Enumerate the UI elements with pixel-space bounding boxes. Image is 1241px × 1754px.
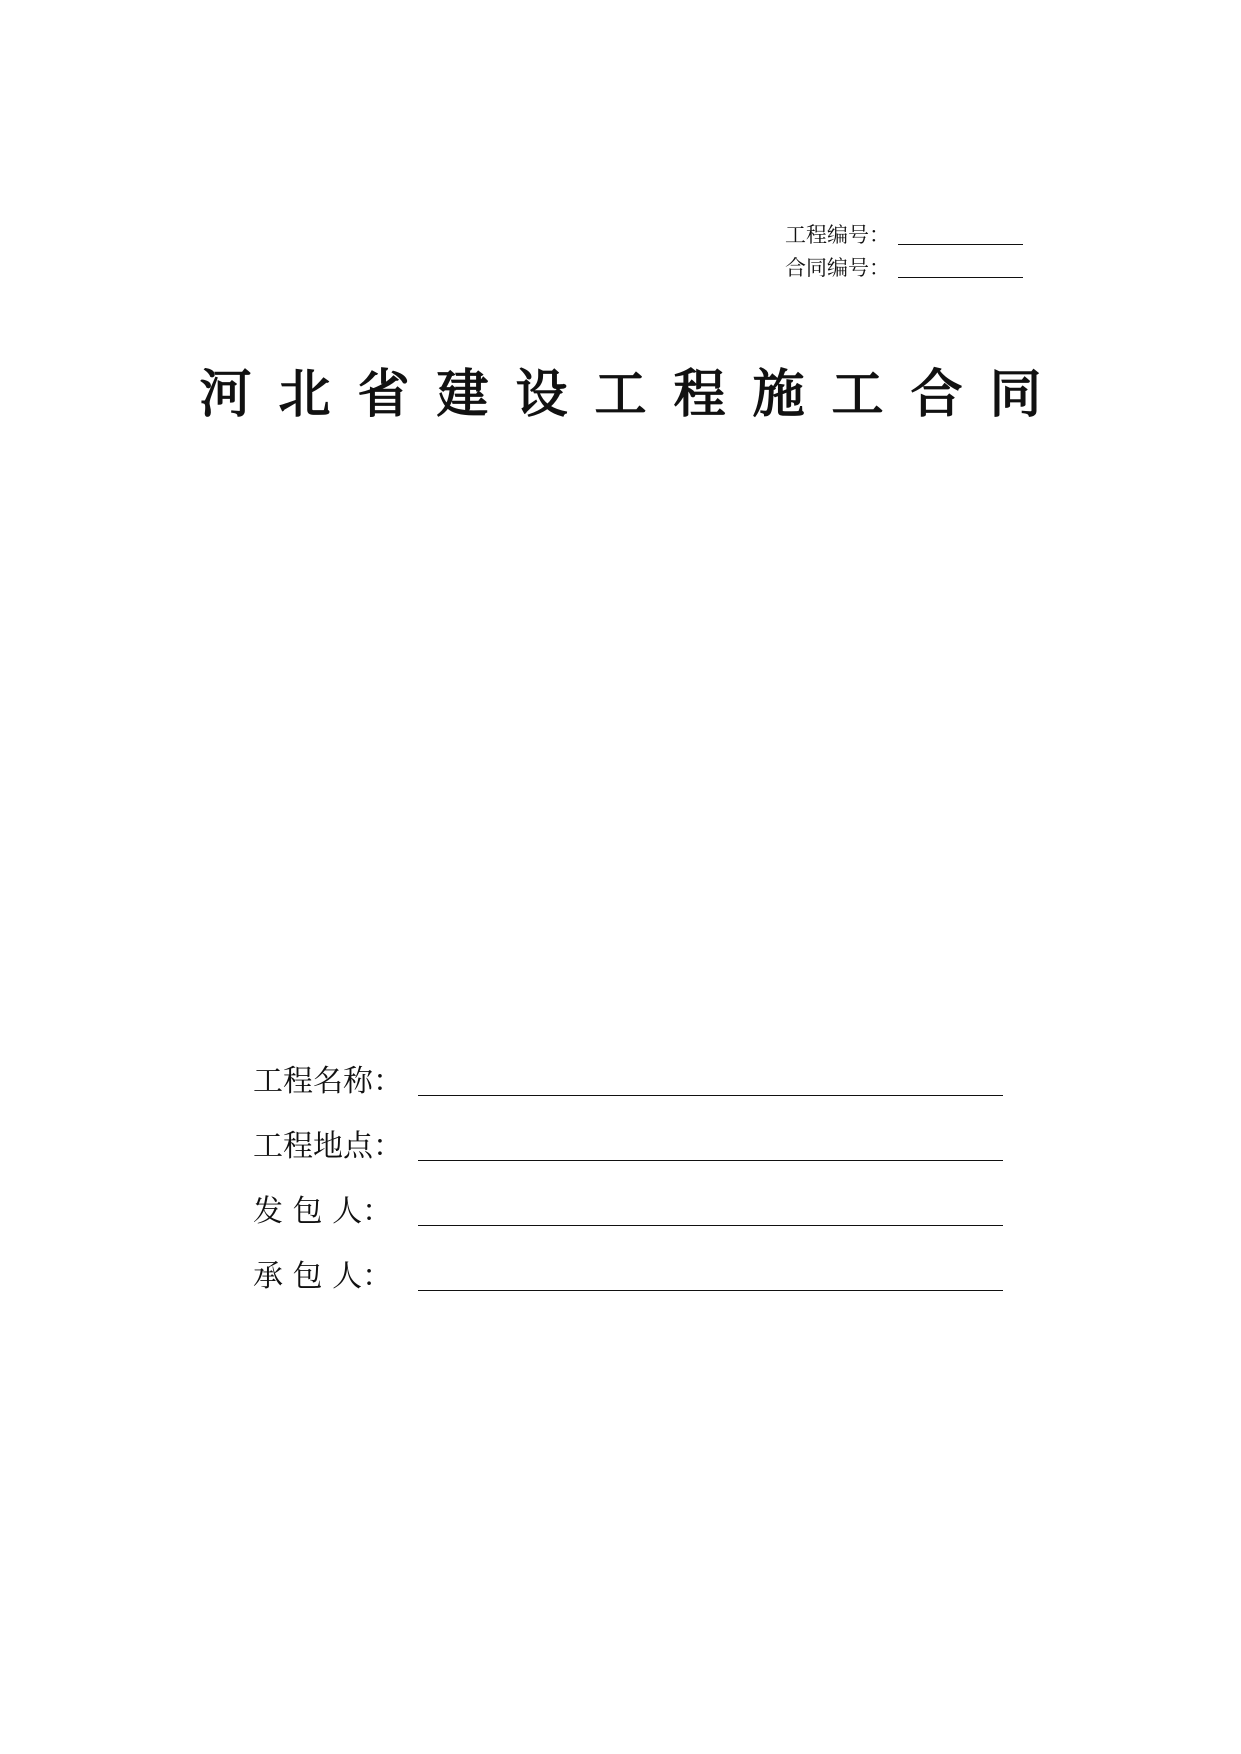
contract-number-field[interactable] bbox=[898, 275, 1023, 278]
employer-label: 发 包 人： bbox=[253, 1194, 393, 1229]
field-row-project-name bbox=[253, 1035, 1003, 1100]
project-number-label: 工程编号： bbox=[785, 223, 890, 247]
contract-number-label: 合同编号： bbox=[785, 256, 890, 280]
document-title: 河北省建设工程施工合同 bbox=[199, 365, 1069, 425]
numbering-block bbox=[785, 214, 1035, 280]
project-location-label: 工程地点： bbox=[253, 1129, 403, 1164]
field-row-project-location bbox=[253, 1100, 1003, 1165]
project-name-label: 工程名称： bbox=[253, 1064, 403, 1099]
project-number-row bbox=[785, 214, 1035, 247]
field-row-contractor bbox=[253, 1230, 1003, 1295]
field-row-employer bbox=[253, 1165, 1003, 1230]
contract-fields bbox=[253, 1035, 1003, 1295]
contract-number-row bbox=[785, 247, 1035, 280]
project-number-field[interactable] bbox=[898, 242, 1023, 245]
contractor-field[interactable] bbox=[418, 1288, 1003, 1291]
project-name-field[interactable] bbox=[418, 1093, 1003, 1096]
contractor-label: 承 包 人： bbox=[253, 1259, 393, 1294]
project-location-field[interactable] bbox=[418, 1158, 1003, 1161]
employer-field[interactable] bbox=[418, 1223, 1003, 1226]
